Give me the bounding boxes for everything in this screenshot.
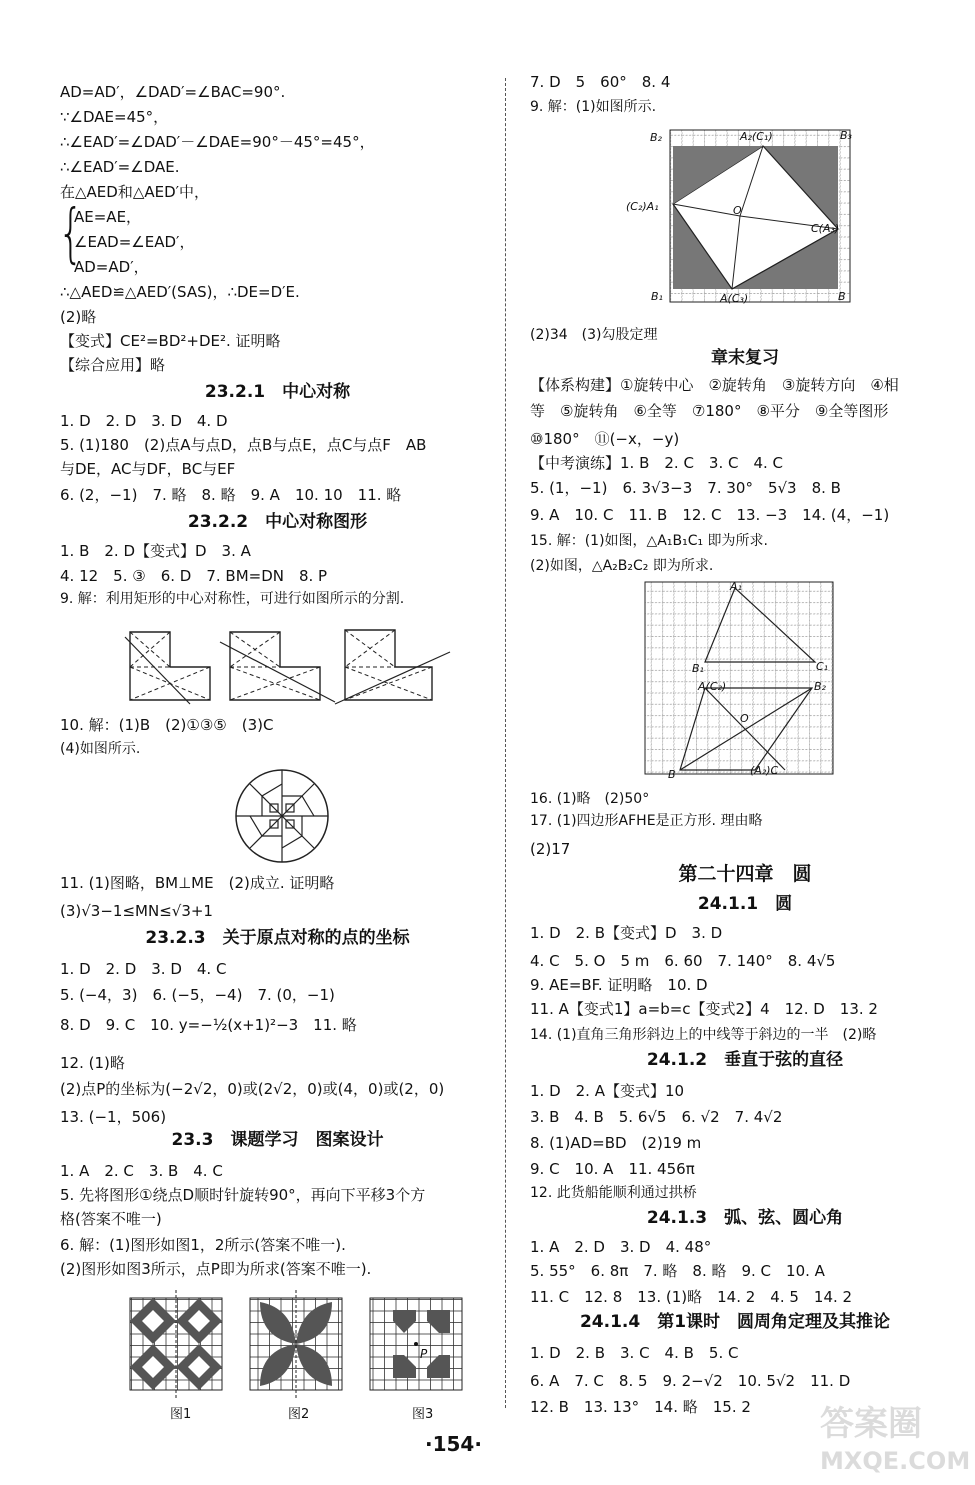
section-heading: 24.1.3 弧、弦、圆心角: [646, 1208, 844, 1228]
point-label: B₁: [692, 662, 704, 675]
text-line: ∴∠EAD′=∠DAE.: [60, 158, 180, 176]
figure-caption: 图3: [412, 1407, 434, 1422]
text-line: ⑩180° ⑪(−x，−y): [530, 430, 680, 448]
text-line: 【变式】CE²=BD²+DE². 证明略: [60, 332, 281, 350]
text-line: ∠EAD=∠EAD′，: [74, 233, 195, 251]
point-label: B₁: [651, 290, 663, 303]
rotation-grid-figure: [626, 124, 863, 309]
section-heading: 23.3 课题学习 图案设计: [171, 1130, 384, 1150]
rectangle-division-figure: [120, 622, 500, 707]
text-line: 4. 12 5. ③ 6. D 7. BM=DN 8. P: [60, 567, 328, 585]
section-heading: 23.2.1 中心对称: [204, 382, 351, 402]
text-line: 格(答案不唯一): [60, 1210, 162, 1228]
text-line: (2)34 (3)勾股定理: [530, 327, 658, 343]
triangle-grid-figure: [640, 580, 870, 780]
text-line: 5. 55° 6. 8π 7. 略 8. 略 9. C 10. A: [530, 1262, 825, 1280]
point-label: A(C₃): [720, 292, 749, 305]
page-number: ·154·: [425, 1432, 482, 1456]
text-line: 1. D 2. B 3. C 4. B 5. C: [530, 1344, 739, 1362]
text-line: 13. (−1，506): [60, 1108, 167, 1126]
watermark-text: MXQE.COM: [820, 1447, 971, 1475]
text-line: 在△AED和△AED′中，: [60, 183, 210, 201]
section-heading: 24.1.2 垂直于弦的直径: [646, 1050, 844, 1070]
text-line: 1. D 2. B【变式】D 3. D: [530, 924, 723, 942]
text-line: 12. B 13. 13° 14. 略 15. 2: [530, 1398, 751, 1416]
text-line: (2)如图，△A₂B₂C₂ 即为所求.: [530, 558, 714, 574]
text-line: 1. D 2. A【变式】10: [530, 1082, 685, 1100]
text-line: AD=AD′，: [74, 258, 149, 276]
section-heading: 23.2.3 关于原点对称的点的坐标: [145, 928, 410, 948]
text-line: 16. (1)略 (2)50°: [530, 791, 650, 807]
point-label: C₁: [816, 660, 829, 673]
section-heading: 24.1.1 圆: [697, 894, 793, 914]
column-divider: [505, 78, 506, 1408]
text-line: (2)略: [60, 308, 97, 326]
text-line: 12. (1)略: [60, 1054, 125, 1072]
section-heading: 章末复习: [711, 348, 779, 368]
text-line: 8. D 9. C 10. y=−½(x+1)²−3 11. 略: [60, 1016, 357, 1034]
figure-caption: 图2: [288, 1407, 310, 1422]
text-line: 【中考演练】1. B 2. C 3. C 4. C: [530, 454, 784, 472]
circle-pattern-figure: [232, 766, 332, 866]
text-line: 6. 解：(1)图形如图1，2所示(答案不唯一).: [60, 1236, 346, 1254]
text-line: AE=AE，: [74, 208, 142, 226]
text-line: 9. A 10. C 11. B 12. C 13. −3 14. (4，−1): [530, 506, 890, 524]
text-line: ∵∠DAE=45°，: [60, 108, 169, 126]
text-line: 1. A 2. C 3. B 4. C: [60, 1162, 223, 1180]
text-line: 6. (2，−1) 7. 略 8. 略 9. A 10. 10 11. 略: [60, 486, 402, 504]
text-line: AD=AD′，∠DAD′=∠BAC=90°.: [60, 83, 286, 101]
point-label: B: [668, 768, 676, 781]
text-line: ∴△AED≌△AED′(SAS)，∴DE=D′E.: [60, 283, 300, 301]
text-line: 11. (1)图略，BM⊥ME (2)成立. 证明略: [60, 874, 335, 892]
point-label: (C₂)A₁: [626, 200, 659, 213]
text-line: 14. (1)直角三角形斜边上的中线等于斜边的一半 (2)略: [530, 1027, 877, 1043]
text-line: (2)点P的坐标为(−2√2，0)或(2√2，0)或(4，0)或(2，0): [60, 1080, 445, 1098]
text-line: 17. (1)四边形AFHE是正方形. 理由略: [530, 813, 763, 829]
point-label: B₂: [814, 680, 826, 693]
text-line: 5. (1)180 (2)点A与点D，点B与点E，点C与点F AB: [60, 436, 427, 454]
text-line: 7. D 5 60° 8. 4: [530, 73, 671, 91]
text-line: (2)图形如图3所示，点P即为所求(答案不唯一).: [60, 1260, 372, 1278]
text-line: 12. 此货船能顺利通过拱桥: [530, 1185, 697, 1201]
point-label: A(C₂): [698, 680, 727, 693]
text-line: 【体系构建】①旋转中心 ②旋转角 ③旋转方向 ④相: [530, 376, 899, 394]
point-label: A₁: [730, 580, 742, 593]
text-line: 1. D 2. D 3. D 4. D: [60, 412, 228, 430]
pattern-design-figures: [120, 1288, 500, 1403]
text-line: (4)如图所示.: [60, 741, 141, 757]
section-heading: 23.2.2 中心对称图形: [187, 512, 368, 532]
text-line: 9. 解：(1)如图所示.: [530, 99, 657, 115]
text-line: 9. AE=BF. 证明略 10. D: [530, 976, 708, 994]
point-label: O: [740, 712, 749, 725]
text-line: 8. (1)AD=BD (2)19 m: [530, 1134, 702, 1152]
text-line: 1. B 2. D【变式】D 3. A: [60, 542, 251, 560]
text-line: 5. (−4，3) 6. (−5，−4) 7. (0，−1): [60, 986, 335, 1004]
point-label: B₂: [650, 131, 662, 144]
text-line: 4. C 5. O 5 m 6. 60 7. 140° 8. 4√5: [530, 952, 836, 970]
text-line: 【综合应用】略: [60, 356, 166, 374]
point-label: B₃: [840, 129, 852, 142]
watermark-text: 答案圈: [820, 1404, 922, 1444]
text-line: 9. 解：利用矩形的中心对称性，可进行如图所示的分割.: [60, 591, 405, 607]
text-line: 等 ⑤旋转角 ⑥全等 ⑦180° ⑧平分 ⑨全等图形: [530, 402, 889, 420]
point-label: C(A₃): [811, 222, 840, 235]
text-line: 与DE，AC与DF，BC与EF: [60, 460, 236, 478]
point-label: O: [733, 204, 742, 217]
text-line: 11. C 12. 8 13. (1)略 14. 2 4. 5 14. 2: [530, 1288, 853, 1306]
text-line: 9. C 10. A 11. 456π: [530, 1160, 695, 1178]
point-label: B: [838, 290, 846, 303]
text-line: 6. A 7. C 8. 5 9. 2−√2 10. 5√2 11. D: [530, 1372, 851, 1390]
section-heading: 24.1.4 第1课时 圆周角定理及其推论: [579, 1312, 891, 1332]
point-p-label: P: [420, 1347, 428, 1361]
chapter-heading: 第二十四章 圆: [678, 863, 812, 885]
text-line: 15. 解：(1)如图，△A₁B₁C₁ 即为所求.: [530, 533, 769, 549]
text-line: 5. 先将图形①绕点D顺时针旋转90°，再向下平移3个方: [60, 1186, 426, 1204]
brace: {: [58, 197, 84, 271]
text-line: 1. D 2. D 3. D 4. C: [60, 960, 227, 978]
text-line: 3. B 4. B 5. 6√5 6. √2 7. 4√2: [530, 1108, 783, 1126]
text-line: 11. A【变式1】a=b=c【变式2】4 12. D 13. 2: [530, 1000, 878, 1018]
figure-caption: 图1: [170, 1407, 192, 1422]
text-line: 5. (1，−1) 6. 3√3−3 7. 30° 5√3 8. B: [530, 479, 841, 497]
text-line: (2)17: [530, 840, 571, 858]
text-line: ∴∠EAD′=∠DAD′－∠DAE=90°－45°=45°，: [60, 133, 375, 151]
point-label: A₂(C₁): [740, 130, 773, 143]
watermark-logo: [815, 1395, 971, 1475]
text-line: 1. A 2. D 3. D 4. 48°: [530, 1238, 712, 1256]
point-label: (A₂)C: [750, 764, 779, 777]
text-line: (3)√3−1≤MN≤√3+1: [60, 902, 213, 920]
text-line: 10. 解：(1)B (2)①③⑤ (3)C: [60, 716, 274, 734]
